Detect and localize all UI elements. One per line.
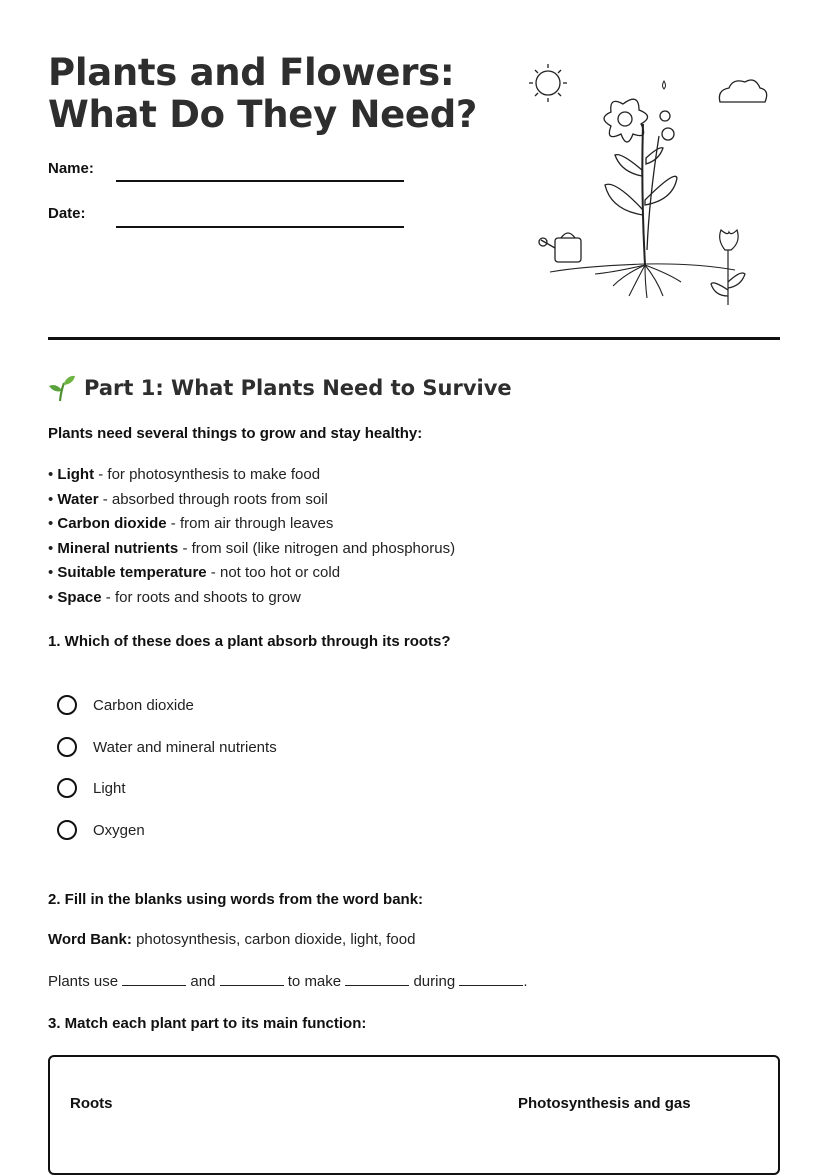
option-label: Light xyxy=(93,779,126,797)
match-function-photosynthesis[interactable]: Photosynthesis and gas xyxy=(518,1095,691,1112)
option-label: Water and mineral nutrients xyxy=(93,738,277,756)
list-item: • Suitable temperature - not too hot or cold xyxy=(48,564,341,582)
fill-in-sentence: Plants use and to make during . xyxy=(48,973,528,990)
radio-button[interactable] xyxy=(57,778,77,798)
matching-box xyxy=(48,1055,780,1175)
watering-can-icon xyxy=(539,233,581,262)
option-label: Oxygen xyxy=(93,821,145,839)
option-carbon-dioxide[interactable] xyxy=(57,695,194,715)
option-light[interactable] xyxy=(57,778,126,798)
match-item-roots[interactable]: Roots xyxy=(70,1095,113,1112)
name-label: Name: xyxy=(48,160,94,177)
list-item: • Mineral nutrients - from soil (like nitrogen and phosphorus) xyxy=(48,539,456,557)
blank-1[interactable] xyxy=(122,971,186,986)
blank-3[interactable] xyxy=(345,971,409,986)
list-item: • Water - absorbed through roots from soil xyxy=(48,490,328,508)
option-label: Carbon dioxide xyxy=(93,696,194,714)
soil-roots xyxy=(550,264,735,298)
list-item: • Carbon dioxide - from air through leaves xyxy=(48,515,334,533)
list-item: • Space - for roots and shoots to grow xyxy=(48,588,301,606)
question-3: 3. Match each plant part to its main function: xyxy=(48,1015,367,1032)
word-bank xyxy=(48,931,415,948)
part1-intro: Plants need several things to grow and stay healthy: xyxy=(48,425,423,442)
needs-list xyxy=(48,463,455,611)
date-label: Date: xyxy=(48,205,86,222)
page-title xyxy=(48,52,477,136)
title-line-1: Plants and Flowers: xyxy=(48,51,455,94)
blank-2[interactable] xyxy=(220,971,284,986)
sun-icon xyxy=(529,64,567,102)
title-line-2: What Do They Need? xyxy=(48,93,478,136)
part1-heading-text: Part 1: What Plants Need to Survive xyxy=(84,376,512,400)
water-drop-icon xyxy=(663,81,666,89)
section-divider xyxy=(48,337,780,340)
radio-button[interactable] xyxy=(57,695,77,715)
flower-icon xyxy=(604,99,677,265)
blank-4[interactable] xyxy=(459,971,523,986)
name-field[interactable] xyxy=(116,180,404,182)
word-bank-words: photosynthesis, carbon dioxide, light, food xyxy=(131,931,416,948)
question-1: 1. Which of these does a plant absorb through its roots? xyxy=(48,633,451,650)
list-item: • Light - for photosynthesis to make food xyxy=(48,466,321,483)
seedling-icon xyxy=(48,374,76,402)
radio-button[interactable] xyxy=(57,737,77,757)
cloud-icon xyxy=(719,80,766,102)
part1-heading xyxy=(48,374,512,402)
option-oxygen[interactable] xyxy=(57,820,145,840)
plant-illustration xyxy=(525,60,775,310)
option-water-nutrients[interactable] xyxy=(57,737,277,757)
question-2: 2. Fill in the blanks using words from the word bank: xyxy=(48,891,424,908)
date-field[interactable] xyxy=(116,226,404,228)
radio-button[interactable] xyxy=(57,820,77,840)
word-bank-label: Word Bank: xyxy=(48,931,132,948)
